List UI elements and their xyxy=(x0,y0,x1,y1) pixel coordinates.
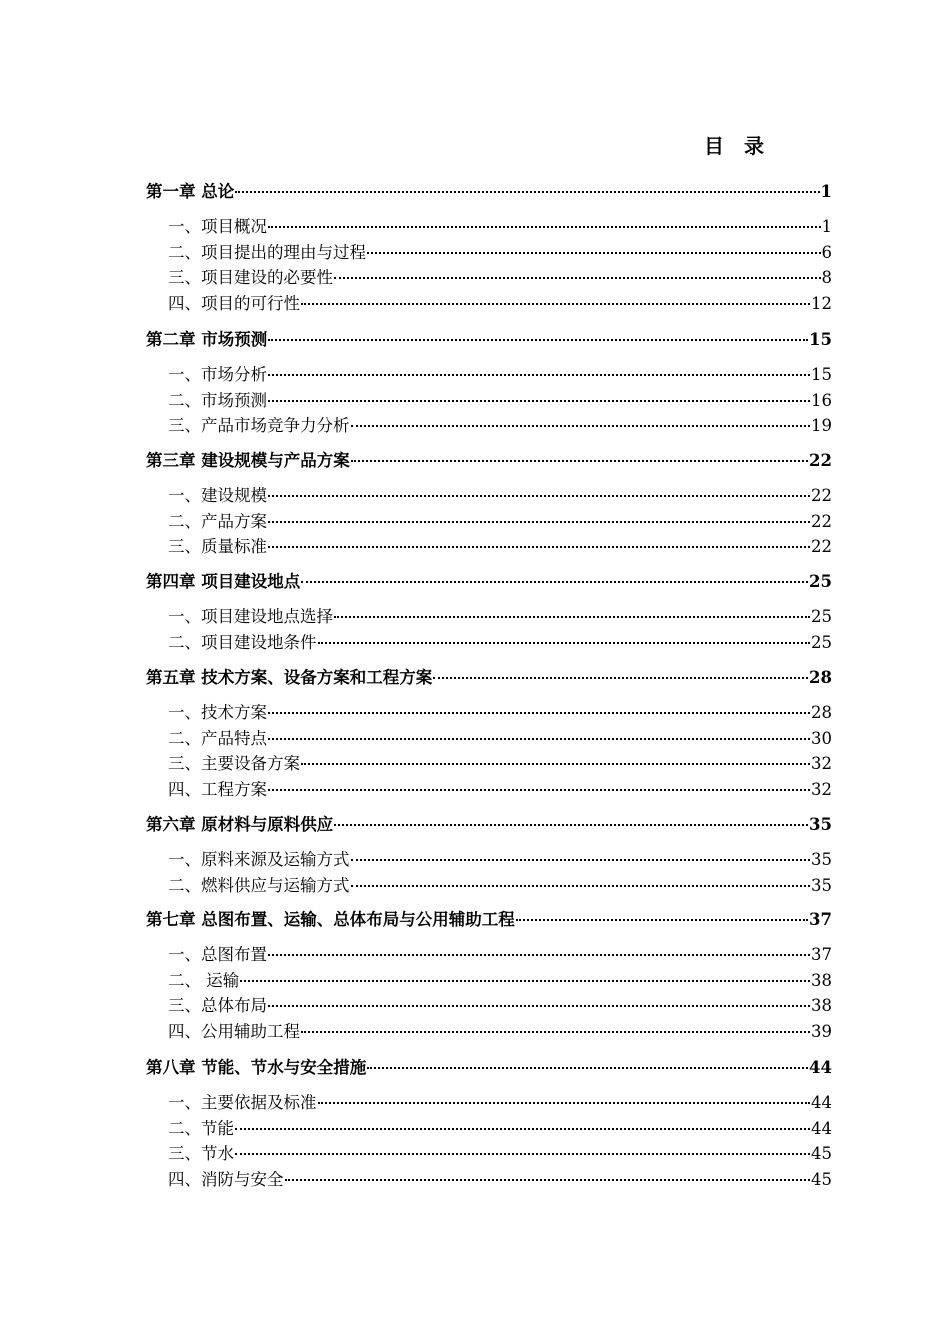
section-entry-label: 二、产品方案 xyxy=(168,511,267,531)
section-entry[interactable] xyxy=(168,1140,832,1164)
chapter-entry[interactable] xyxy=(146,906,832,930)
dot-leader xyxy=(268,400,810,402)
section-entry-label: 三、总体布局 xyxy=(168,996,267,1015)
section-entry-page-number: 32 xyxy=(811,754,832,773)
chapter-entry[interactable] xyxy=(146,178,832,202)
section-entry-label: 一、项目概况 xyxy=(168,217,267,236)
dot-leader xyxy=(268,954,810,956)
section-entry[interactable] xyxy=(168,290,832,314)
section-entry[interactable] xyxy=(168,412,832,436)
section-entry-label: 二、节能 xyxy=(168,1118,234,1138)
chapter-entry-page-number: 1 xyxy=(820,182,832,201)
dot-leader xyxy=(334,824,808,826)
toc-title xyxy=(0,132,950,160)
section-entry-page-number: 28 xyxy=(811,703,832,722)
section-entry-page-number: 37 xyxy=(811,945,832,964)
chapter-entry-page-number: 35 xyxy=(809,815,832,834)
section-entry-label: 二、 运输 xyxy=(168,970,240,990)
section-entry-label: 一、总图布置 xyxy=(168,945,267,964)
chapter-entry-label: 第五章 技术方案、设备方案和工程方案 xyxy=(146,668,433,687)
section-entry[interactable] xyxy=(168,1166,832,1190)
section-entry[interactable] xyxy=(168,213,832,237)
dot-leader xyxy=(301,303,810,305)
dot-leader xyxy=(268,495,810,497)
dot-leader xyxy=(240,980,810,982)
dot-leader xyxy=(268,521,810,523)
section-entry-label: 二、产品特点 xyxy=(168,728,267,748)
section-entry-label: 一、原料来源及运输方式 xyxy=(168,850,350,869)
chapter-entry-page-number: 44 xyxy=(809,1058,832,1077)
dot-leader xyxy=(268,546,810,548)
section-entry-label: 三、节水 xyxy=(168,1144,234,1163)
dot-leader xyxy=(268,738,810,740)
section-entry-page-number: 38 xyxy=(811,996,832,1015)
section-entry[interactable] xyxy=(168,361,832,385)
section-entry[interactable] xyxy=(168,725,832,749)
section-entry[interactable] xyxy=(168,603,832,627)
section-entry-page-number: 22 xyxy=(811,537,832,556)
chapter-entry[interactable] xyxy=(146,1054,832,1078)
section-entry[interactable] xyxy=(168,239,832,263)
section-entry-label: 二、项目建设地条件 xyxy=(168,632,317,652)
section-entry-page-number: 45 xyxy=(811,1144,832,1163)
section-entry[interactable] xyxy=(168,776,832,800)
chapter-entry[interactable] xyxy=(146,447,832,471)
section-entry-page-number: 30 xyxy=(811,728,832,748)
section-entry-page-number: 35 xyxy=(811,875,832,895)
chapter-entry-label: 第八章 节能、节水与安全措施 xyxy=(146,1058,367,1077)
chapter-entry-page-number: 28 xyxy=(809,668,832,687)
section-entry-page-number: 15 xyxy=(811,365,832,384)
section-entry-page-number: 22 xyxy=(811,511,832,531)
section-entry-page-number: 19 xyxy=(811,416,832,435)
section-entry-label: 三、主要设备方案 xyxy=(168,754,300,773)
section-entry-page-number: 38 xyxy=(811,970,832,990)
section-entry-label: 二、项目提出的理由与过程 xyxy=(168,242,366,262)
chapter-entry-label: 第二章 市场预测 xyxy=(146,330,268,349)
section-entry[interactable] xyxy=(168,508,832,532)
dot-leader xyxy=(351,859,811,861)
section-entry-label: 一、技术方案 xyxy=(168,703,267,722)
section-entry-page-number: 32 xyxy=(811,779,832,799)
toc-title-char-2: 录 xyxy=(744,134,764,158)
chapter-entry-page-number: 37 xyxy=(809,910,832,929)
dot-leader xyxy=(268,339,808,341)
chapter-entry-page-number: 15 xyxy=(809,330,832,349)
section-entry[interactable] xyxy=(168,1018,832,1042)
section-entry-page-number: 1 xyxy=(821,217,832,236)
section-entry-label: 一、建设规模 xyxy=(168,486,267,505)
dot-leader xyxy=(318,1102,811,1104)
section-entry-label: 三、质量标准 xyxy=(168,537,267,556)
chapter-entry-label: 第四章 项目建设地点 xyxy=(146,572,301,591)
section-entry-label: 一、市场分析 xyxy=(168,365,267,384)
section-entry-page-number: 25 xyxy=(811,632,832,652)
section-entry-page-number: 44 xyxy=(811,1118,832,1138)
dot-leader xyxy=(268,374,810,376)
chapter-entry-page-number: 22 xyxy=(809,451,832,470)
section-entry-label: 二、燃料供应与运输方式 xyxy=(168,875,350,895)
section-entry[interactable] xyxy=(168,482,832,506)
chapter-entry[interactable] xyxy=(146,811,832,835)
chapter-entry[interactable] xyxy=(146,664,832,688)
section-entry-page-number: 35 xyxy=(811,850,832,869)
dot-leader xyxy=(367,1067,808,1069)
section-entry-page-number: 22 xyxy=(811,486,832,505)
dot-leader xyxy=(318,642,811,644)
dot-leader xyxy=(235,1153,810,1155)
section-entry-label: 三、产品市场竞争力分析 xyxy=(168,416,350,435)
chapter-entry[interactable] xyxy=(146,568,832,592)
section-entry[interactable] xyxy=(168,846,832,870)
dot-leader xyxy=(301,1031,810,1033)
section-entry[interactable] xyxy=(168,264,832,288)
dot-leader xyxy=(367,252,821,254)
dot-leader xyxy=(268,226,821,228)
dot-leader xyxy=(285,1179,811,1181)
toc-title-char-1: 目 xyxy=(704,134,724,158)
dot-leader xyxy=(301,763,810,765)
dot-leader xyxy=(268,789,810,791)
section-entry[interactable] xyxy=(168,1089,832,1113)
section-entry-label: 四、项目的可行性 xyxy=(168,293,300,313)
dot-leader xyxy=(433,677,808,679)
section-entry[interactable] xyxy=(168,533,832,557)
dot-leader xyxy=(351,425,811,427)
section-entry-page-number: 39 xyxy=(811,1021,832,1041)
chapter-entry[interactable] xyxy=(146,326,832,350)
section-entry[interactable] xyxy=(168,699,832,723)
section-entry-label: 四、工程方案 xyxy=(168,779,267,799)
dot-leader xyxy=(301,581,808,583)
section-entry-label: 四、消防与安全 xyxy=(168,1169,284,1189)
section-entry-page-number: 25 xyxy=(811,607,832,626)
section-entry-page-number: 8 xyxy=(821,268,832,287)
section-entry-page-number: 45 xyxy=(811,1169,832,1189)
section-entry-page-number: 16 xyxy=(811,390,832,410)
section-entry-page-number: 12 xyxy=(811,293,832,313)
dot-leader xyxy=(334,616,810,618)
chapter-entry-label: 第六章 原材料与原料供应 xyxy=(146,815,334,834)
dot-leader xyxy=(351,460,808,462)
section-entry-label: 三、项目建设的必要性 xyxy=(168,268,333,287)
chapter-entry-page-number: 25 xyxy=(809,572,832,591)
section-entry[interactable] xyxy=(168,967,832,991)
section-entry-page-number: 44 xyxy=(811,1093,832,1112)
section-entry[interactable] xyxy=(168,750,832,774)
dot-leader xyxy=(235,191,819,193)
chapter-entry-label: 第三章 建设规模与产品方案 xyxy=(146,451,350,470)
dot-leader xyxy=(516,919,808,921)
section-entry-label: 一、主要依据及标准 xyxy=(168,1093,317,1112)
dot-leader xyxy=(268,712,810,714)
section-entry[interactable] xyxy=(168,387,832,411)
dot-leader xyxy=(268,1005,810,1007)
chapter-entry-label: 第七章 总图布置、运输、总体布局与公用辅助工程 xyxy=(146,910,515,929)
section-entry-label: 二、市场预测 xyxy=(168,390,267,410)
chapter-entry-label: 第一章 总论 xyxy=(146,182,235,201)
section-entry-label: 四、公用辅助工程 xyxy=(168,1021,300,1041)
section-entry[interactable] xyxy=(168,629,832,653)
section-entry[interactable] xyxy=(168,872,832,896)
dot-leader xyxy=(334,277,821,279)
dot-leader xyxy=(351,885,811,887)
section-entry[interactable] xyxy=(168,992,832,1016)
section-entry-page-number: 6 xyxy=(821,242,832,262)
dot-leader xyxy=(235,1128,810,1130)
section-entry[interactable] xyxy=(168,941,832,965)
section-entry-label: 一、项目建设地点选择 xyxy=(168,607,333,626)
section-entry[interactable] xyxy=(168,1115,832,1139)
